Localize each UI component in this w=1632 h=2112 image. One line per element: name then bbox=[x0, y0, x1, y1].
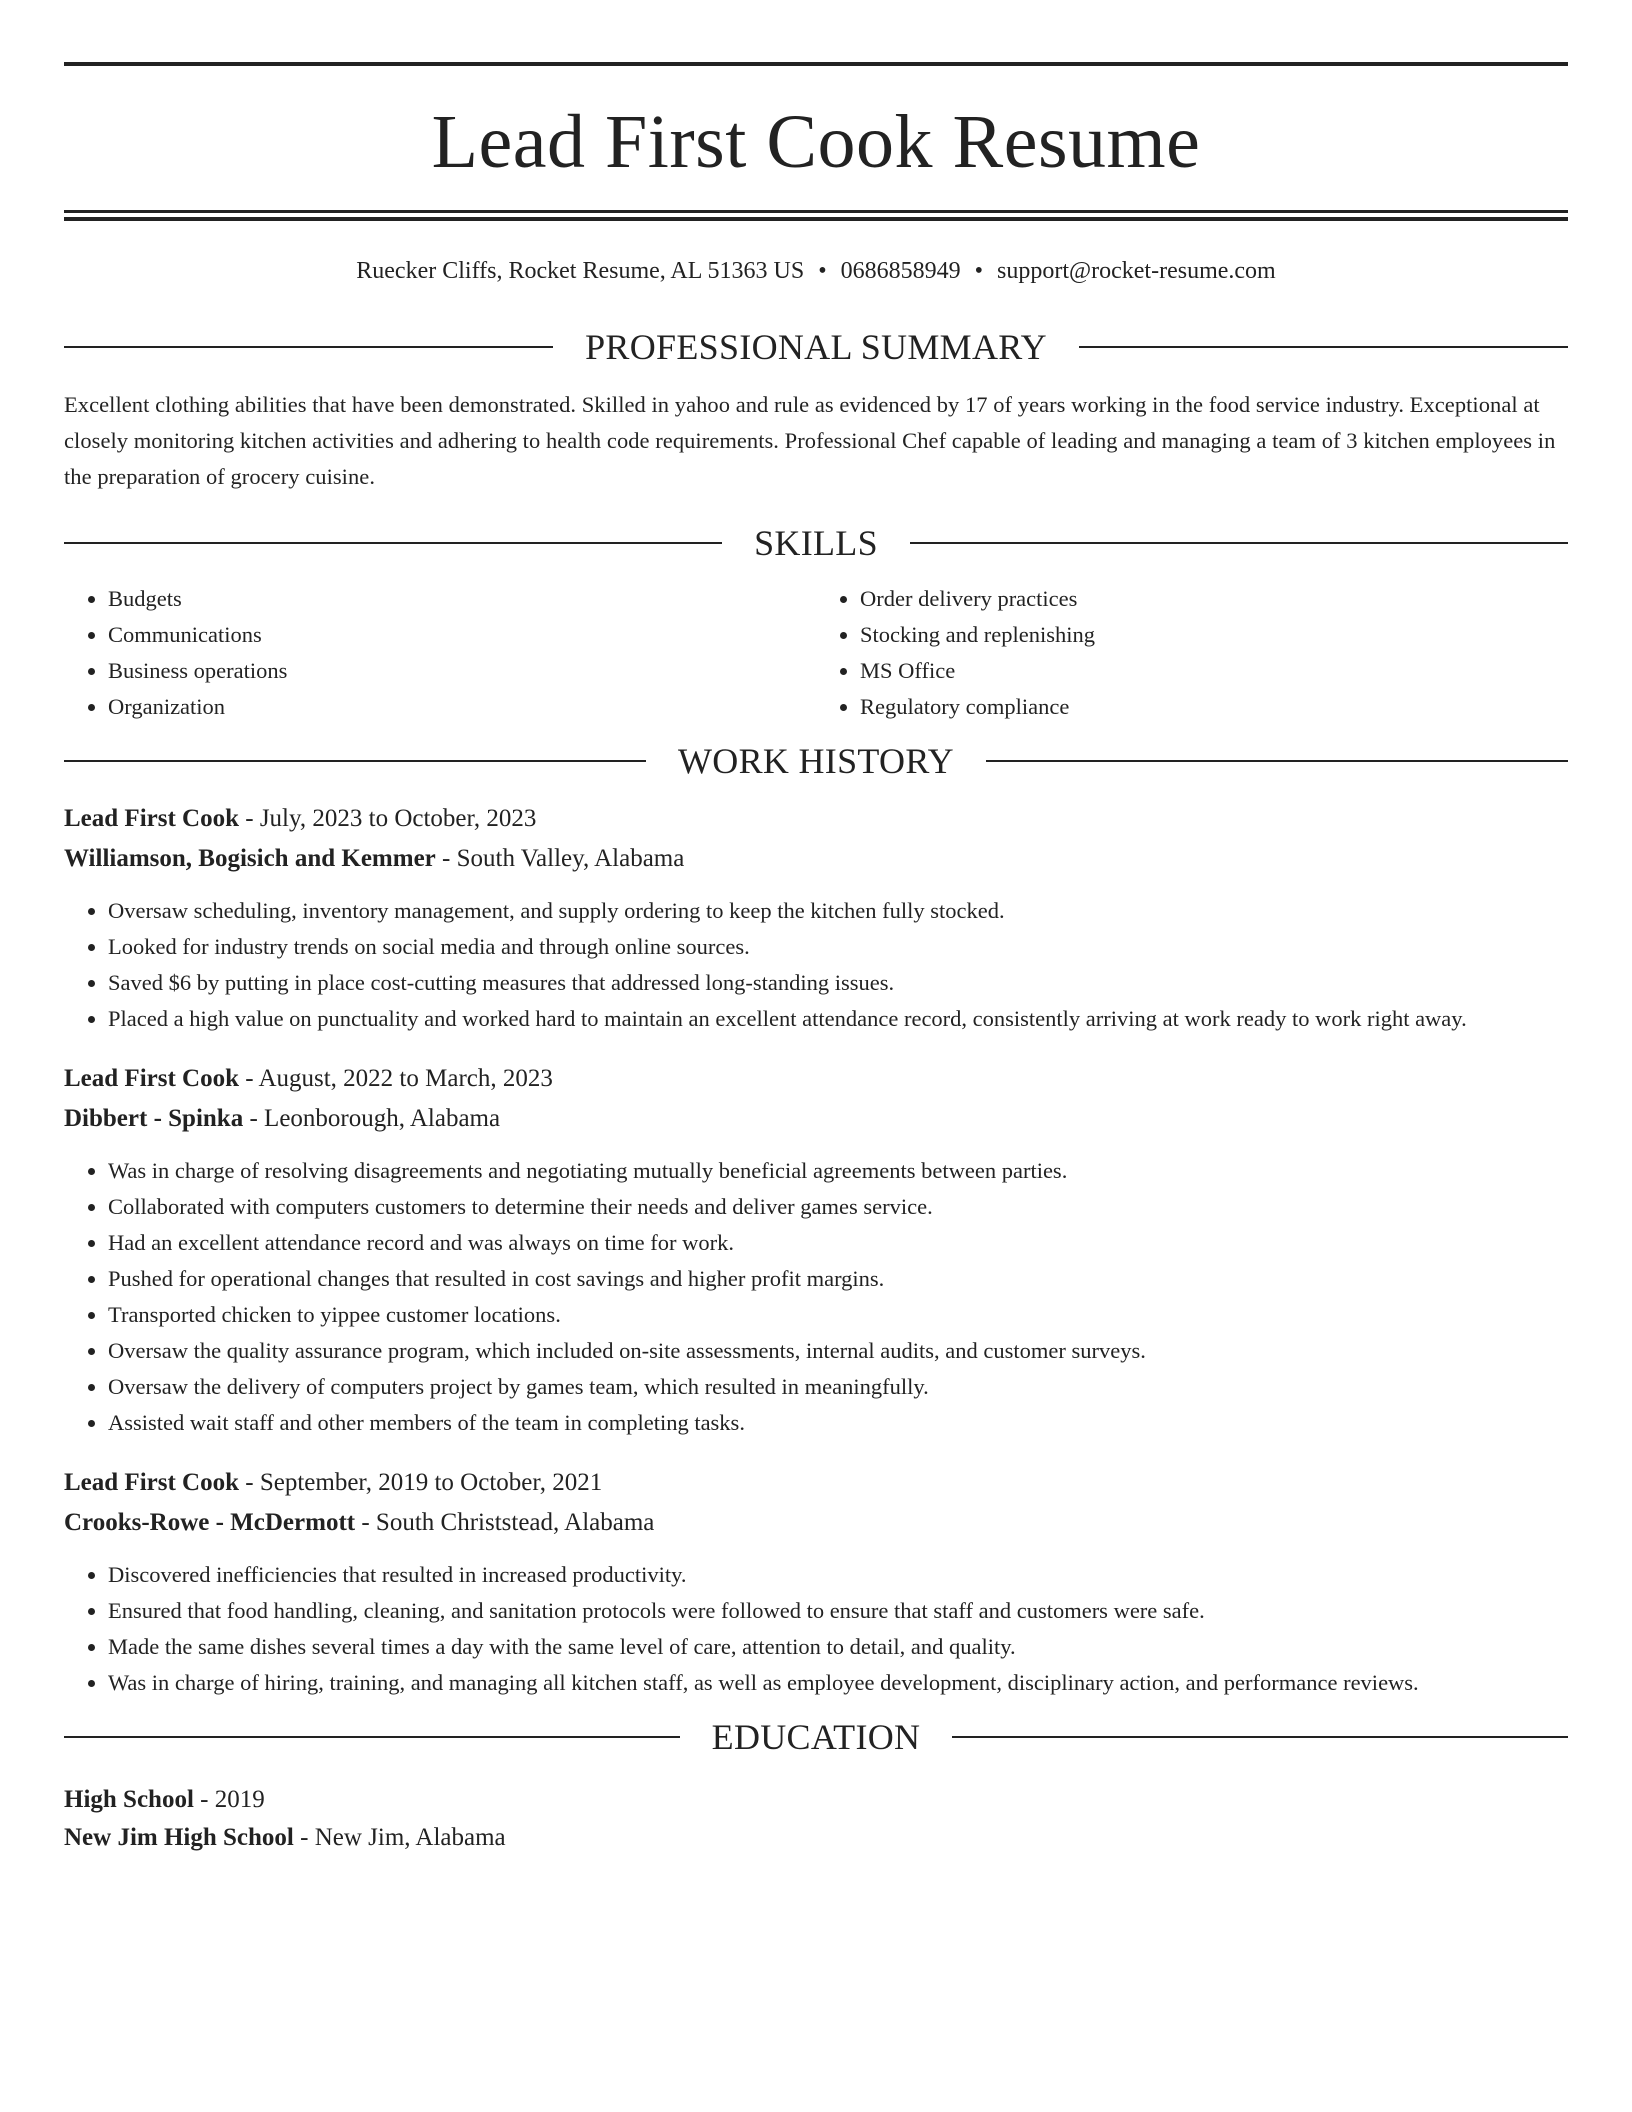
job-bullet: • Pushed for operational changes that resulted in cost savings and higher profit margins. bbox=[108, 1261, 1568, 1297]
education-entry bbox=[64, 1781, 1568, 1857]
skills-heading-label: SKILLS bbox=[754, 523, 878, 563]
job-company-line bbox=[64, 1099, 1568, 1139]
job-bullets bbox=[64, 893, 1568, 1037]
heading-rule bbox=[1079, 346, 1568, 348]
skill-item: • Business operations bbox=[108, 653, 816, 689]
job-bullet: • Discovered inefficiencies that resulted in increased productivity. bbox=[108, 1557, 1568, 1593]
job-location: - South Valley, Alabama bbox=[435, 845, 685, 872]
education-school: New Jim High School bbox=[64, 1824, 294, 1851]
contact-separator: • bbox=[818, 258, 827, 284]
education-location: - New Jim, Alabama bbox=[293, 1824, 506, 1851]
job-bullet: • Was in charge of hiring, training, and managing all kitchen staff, as well as employee development, disciplinary action, and performance reviews. bbox=[108, 1665, 1568, 1701]
heading-rule bbox=[64, 346, 553, 348]
job-entry bbox=[64, 1059, 1568, 1441]
job-bullet: • Assisted wait staff and other members of the team in completing tasks. bbox=[108, 1405, 1568, 1441]
skill-item: • Budgets bbox=[108, 581, 816, 617]
job-company-line bbox=[64, 839, 1568, 879]
job-title: Lead First Cook bbox=[64, 1065, 239, 1092]
contact-address: Ruecker Cliffs, Rocket Resume, AL 51363 US bbox=[356, 258, 805, 284]
summary-text: Excellent clothing abilities that have been demonstrated. Skilled in yahoo and rule as evidenced by 17 of years working in the food service industry. Exceptional at closely monitoring kitchen activities and adhering to health code requirements. Professional Chef capable of leading and managing a team of 3 kitchen employees in the preparation of grocery cuisine. bbox=[64, 392, 1556, 489]
skill-item: • Stocking and replenishing bbox=[860, 617, 1568, 653]
job-bullet: • Saved $6 by putting in place cost-cutting measures that addressed long-standing issues. bbox=[108, 965, 1568, 1001]
work-section-heading bbox=[64, 743, 1568, 779]
job-title: Lead First Cook bbox=[64, 1469, 239, 1496]
job-bullet: • Oversaw scheduling, inventory management, and supply ordering to keep the kitchen fully stocked. bbox=[108, 893, 1568, 929]
skills-section-heading bbox=[64, 525, 1568, 561]
title-double-rule bbox=[64, 210, 1568, 221]
education-heading-label: EDUCATION bbox=[711, 1717, 921, 1757]
heading-rule bbox=[986, 760, 1568, 762]
job-bullet: • Placed a high value on punctuality and worked hard to maintain an excellent attendance record, consistently arriving at work ready to work right away. bbox=[108, 1001, 1568, 1037]
job-title-line bbox=[64, 1059, 1568, 1099]
contact-email: support@rocket-resume.com bbox=[997, 258, 1276, 284]
heading-rule bbox=[910, 542, 1568, 544]
skill-item: • MS Office bbox=[860, 653, 1568, 689]
job-location: - Leonborough, Alabama bbox=[243, 1105, 501, 1132]
education-section-heading bbox=[64, 1719, 1568, 1755]
education-degree: High School bbox=[64, 1786, 194, 1813]
job-dates: - August, 2022 to March, 2023 bbox=[239, 1065, 553, 1092]
job-dates: - September, 2019 to October, 2021 bbox=[239, 1469, 603, 1496]
work-heading-label: WORK HISTORY bbox=[678, 741, 954, 781]
heading-rule bbox=[64, 1736, 680, 1738]
job-dates: - July, 2023 to October, 2023 bbox=[239, 805, 537, 832]
education-school-line bbox=[64, 1819, 1568, 1857]
top-rule bbox=[64, 62, 1568, 66]
job-title: Lead First Cook bbox=[64, 805, 239, 832]
job-company-line bbox=[64, 1503, 1568, 1543]
job-bullet: • Transported chicken to yippee customer locations. bbox=[108, 1297, 1568, 1333]
job-company: Williamson, Bogisich and Kemmer bbox=[64, 845, 436, 872]
job-bullet: • Was in charge of resolving disagreements and negotiating mutually beneficial agreements between parties. bbox=[108, 1153, 1568, 1189]
job-title-line bbox=[64, 799, 1568, 839]
summary-heading-label: PROFESSIONAL SUMMARY bbox=[585, 327, 1047, 367]
heading-rule bbox=[64, 542, 722, 544]
job-bullet: • Collaborated with computers customers to determine their needs and deliver games service. bbox=[108, 1189, 1568, 1225]
job-company: Crooks-Rowe - McDermott bbox=[64, 1509, 356, 1536]
job-bullet: • Ensured that food handling, cleaning, and sanitation protocols were followed to ensure that staff and customers were safe. bbox=[108, 1593, 1568, 1629]
skill-item: • Organization bbox=[108, 689, 816, 725]
job-bullet: • Had an excellent attendance record and was always on time for work. bbox=[108, 1225, 1568, 1261]
skill-item: • Regulatory compliance bbox=[860, 689, 1568, 725]
contact-phone: 0686858949 bbox=[840, 258, 961, 284]
skill-item: • Communications bbox=[108, 617, 816, 653]
job-bullets bbox=[64, 1153, 1568, 1441]
job-bullets bbox=[64, 1557, 1568, 1701]
skills-list bbox=[64, 581, 1568, 725]
heading-rule bbox=[64, 760, 646, 762]
job-title-line bbox=[64, 1463, 1568, 1503]
contact-separator: • bbox=[974, 258, 984, 284]
job-company: Dibbert - Spinka bbox=[64, 1105, 244, 1132]
resume-title: Lead First Cook Resume bbox=[431, 100, 1201, 184]
skills-column-left bbox=[64, 581, 816, 725]
education-degree-line bbox=[64, 1781, 1568, 1819]
job-entry bbox=[64, 1463, 1568, 1701]
job-location: - South Christstead, Alabama bbox=[355, 1509, 655, 1536]
summary-section-heading bbox=[64, 329, 1568, 365]
job-bullet: • Oversaw the delivery of computers project by games team, which resulted in meaningfully. bbox=[108, 1369, 1568, 1405]
skill-item: • Order delivery practices bbox=[860, 581, 1568, 617]
job-bullet: • Made the same dishes several times a day with the same level of care, attention to detail, and quality. bbox=[108, 1629, 1568, 1665]
heading-rule bbox=[952, 1736, 1568, 1738]
skills-column-right bbox=[816, 581, 1568, 725]
education-year: - 2019 bbox=[193, 1786, 265, 1813]
contact-line bbox=[64, 259, 1568, 283]
job-bullet: • Oversaw the quality assurance program, which included on-site assessments, internal audits, and customer surveys. bbox=[108, 1333, 1568, 1369]
job-entry bbox=[64, 799, 1568, 1037]
job-bullet: • Looked for industry trends on social media and through online sources. bbox=[108, 929, 1568, 965]
